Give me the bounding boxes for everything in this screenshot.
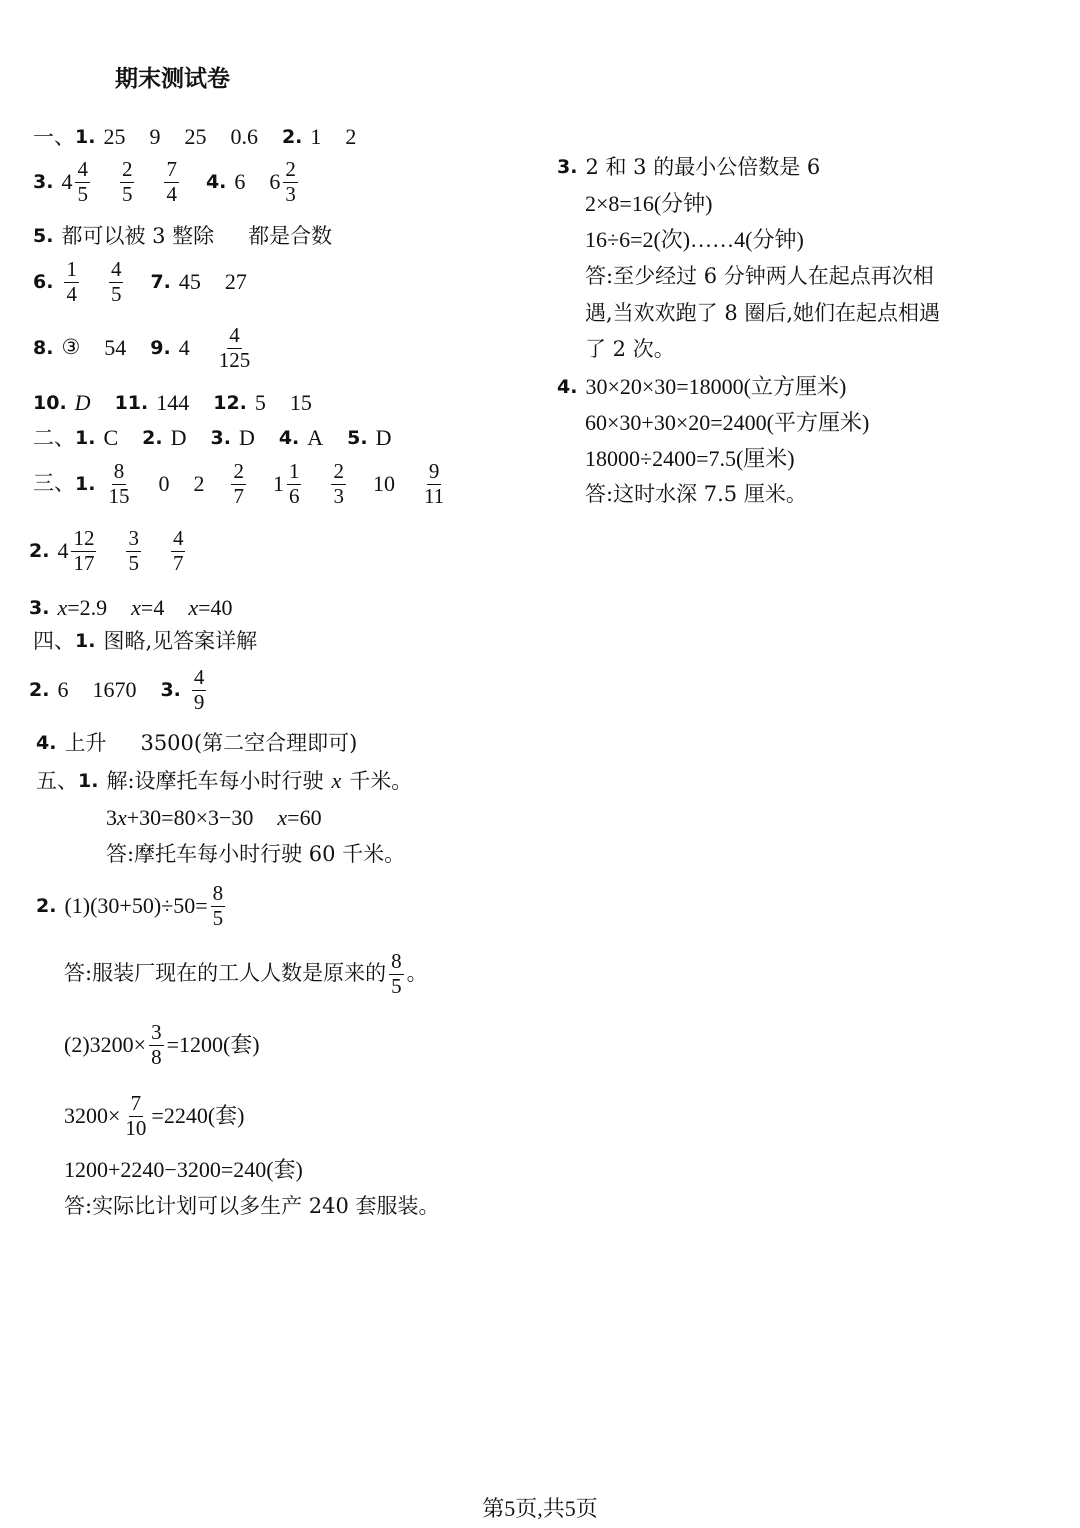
fraction: 4 9 bbox=[193, 665, 205, 714]
item-number: 12. bbox=[213, 391, 247, 414]
item-number: 5. bbox=[347, 426, 368, 449]
answer-text: 答:至少经过 6 分钟两人在起点再次相 bbox=[585, 264, 934, 288]
fraction: 12 17 bbox=[73, 526, 95, 575]
item-number: 2. bbox=[29, 539, 50, 562]
answer-value: 6 bbox=[57, 676, 69, 702]
equation-text: 30×20×30=18000(立方厘米) bbox=[585, 374, 847, 399]
answer-text: 。 bbox=[406, 961, 428, 986]
item-number: 4. bbox=[278, 426, 300, 449]
section-label: 一、 bbox=[33, 124, 75, 149]
fraction: 8 15 bbox=[108, 459, 130, 508]
answer-line-3-1 bbox=[33, 460, 449, 508]
fraction: 3 5 bbox=[128, 526, 139, 575]
variable: x bbox=[188, 595, 199, 620]
fraction: 9 11 bbox=[423, 459, 445, 508]
answer-value: 9 bbox=[149, 124, 161, 149]
equation-text: +30=80×3−30 bbox=[126, 805, 254, 830]
answer-line bbox=[585, 264, 934, 289]
answer-value: 4 bbox=[178, 334, 190, 360]
answer-line-1-10 bbox=[33, 390, 312, 416]
answer-text: 千米。 bbox=[349, 768, 413, 793]
answer-line-1-6 bbox=[33, 258, 247, 306]
variable: x bbox=[117, 805, 127, 830]
item-number: 3. bbox=[33, 170, 54, 193]
equation-line bbox=[64, 1157, 303, 1183]
item-number: 3. bbox=[29, 596, 50, 619]
equation-line bbox=[64, 1092, 244, 1140]
answer-value: 都是合数 bbox=[248, 224, 333, 248]
answer-value: C bbox=[103, 425, 119, 450]
answer-value: 5 bbox=[254, 390, 266, 415]
answer-value: 144 bbox=[156, 390, 190, 415]
equation-text: 3200× bbox=[64, 1102, 121, 1128]
item-number: 4. bbox=[557, 375, 578, 398]
item-number: 9. bbox=[150, 336, 171, 359]
answer-line-5-4 bbox=[557, 374, 846, 400]
answer-value: D bbox=[375, 425, 392, 450]
answer-text: 答:实际比计划可以多生产 240 套服装。 bbox=[64, 1194, 440, 1218]
answer-line-1-1 bbox=[33, 124, 356, 150]
fraction: 8 5 bbox=[391, 949, 402, 998]
answer-value: 0.6 bbox=[230, 124, 258, 149]
answer-line-1-3 bbox=[33, 158, 301, 206]
page-title: 期末测试卷 bbox=[115, 66, 230, 92]
section-label: 三、 bbox=[33, 471, 75, 496]
answer-value: D bbox=[238, 425, 255, 450]
answer-text: 了 2 次。 bbox=[585, 337, 675, 361]
fraction: 2 3 bbox=[285, 157, 296, 206]
equation-line bbox=[585, 446, 795, 472]
answer-value: 0 bbox=[158, 470, 170, 496]
answer-value: 1670 bbox=[92, 676, 137, 702]
answer-value: 25 bbox=[103, 124, 126, 149]
answer-value: 4 bbox=[61, 168, 73, 194]
section-label: 二、 bbox=[33, 425, 75, 450]
item-number: 2. bbox=[36, 894, 57, 917]
answer-value: 图略,见答案详解 bbox=[103, 629, 258, 653]
answer-text: 2 和 3 的最小公倍数是 6 bbox=[585, 155, 821, 179]
equation-text: =2240(套) bbox=[151, 1102, 245, 1128]
equation-line bbox=[64, 1021, 260, 1069]
item-number: 3. bbox=[557, 156, 578, 179]
answer-value: ③ bbox=[61, 335, 81, 360]
answer-value: 6 bbox=[269, 168, 281, 194]
item-number: 10. bbox=[33, 391, 67, 414]
answer-text: 遇,当欢欢跑了 8 圈后,她们在起点相遇 bbox=[585, 301, 941, 325]
answer-value: A bbox=[307, 425, 324, 450]
equation-line bbox=[585, 410, 869, 436]
answer-text: 答:这时水深 7.5 厘米。 bbox=[585, 482, 807, 506]
equation-line bbox=[585, 227, 804, 253]
answer-value: 54 bbox=[104, 334, 127, 360]
answer-value: 都可以被 3 整除 bbox=[61, 224, 215, 248]
answer-value: 3500(第二空合理即可) bbox=[140, 731, 358, 755]
answer-line bbox=[585, 301, 940, 326]
answer-value: D bbox=[170, 425, 187, 450]
equation-text: =60 bbox=[287, 805, 322, 830]
equation-text: 2×8=16(分钟) bbox=[585, 191, 713, 216]
fraction: 1 6 bbox=[288, 459, 300, 508]
fraction: $\frac{8}{5}$ bbox=[212, 881, 224, 930]
item-number: 2. bbox=[142, 426, 163, 449]
equation-text: 60×30+30×20=2400(平方厘米) bbox=[585, 410, 870, 435]
variable: x bbox=[57, 595, 68, 620]
answer-line-1-8 bbox=[33, 324, 255, 372]
answer-value: =4 bbox=[140, 595, 165, 620]
fraction: 2 3 bbox=[333, 459, 344, 508]
item-number: 8. bbox=[33, 336, 54, 359]
item-number: 4. bbox=[36, 732, 57, 755]
item-number: 2. bbox=[29, 678, 50, 701]
answer-line bbox=[64, 950, 428, 998]
equation-text: 3 bbox=[106, 805, 117, 830]
answer-value: =40 bbox=[198, 595, 233, 620]
section-label: 五、 bbox=[36, 768, 78, 793]
fraction: 4 7 bbox=[172, 526, 184, 575]
answer-value: 27 bbox=[224, 268, 247, 294]
answer-text: 答:服装厂现在的工人人数是原来的 bbox=[64, 961, 387, 986]
equation-line bbox=[585, 191, 712, 217]
fraction: 7 4 bbox=[166, 157, 177, 206]
fraction: 4 5 bbox=[77, 157, 88, 206]
answer-value: 25 bbox=[184, 124, 207, 149]
item-number: 1. bbox=[75, 426, 96, 449]
item-number: 7. bbox=[150, 270, 171, 293]
equation-text: 1200+2240−3200=240(套) bbox=[64, 1157, 303, 1182]
answer-value: 1 bbox=[310, 124, 322, 149]
item-number: 1. bbox=[75, 472, 96, 495]
answer-line bbox=[64, 1194, 440, 1219]
section-label: 四、 bbox=[33, 629, 75, 653]
fraction: 2 5 bbox=[121, 157, 133, 206]
page-footer: 第5页,共5页 bbox=[482, 1496, 598, 1521]
answer-value: 10 bbox=[372, 470, 395, 496]
item-number: 2. bbox=[281, 125, 303, 148]
item-number: 11. bbox=[114, 391, 149, 414]
equation-text: (1)(30+50)÷50= bbox=[64, 892, 208, 918]
fraction: $\frac{7}{10}$ bbox=[125, 1091, 147, 1140]
variable: x bbox=[277, 805, 288, 830]
equation-line bbox=[106, 805, 322, 831]
answer-value: 6 bbox=[234, 168, 246, 194]
answer-line-4-1 bbox=[33, 629, 257, 654]
item-number: 6. bbox=[33, 270, 54, 293]
answer-text: 答:摩托车每小时行驶 60 千米。 bbox=[106, 842, 406, 866]
equation-text: 18000÷2400=7.5(厘米) bbox=[585, 446, 795, 471]
item-number: 4. bbox=[205, 170, 227, 193]
item-number: 1. bbox=[75, 125, 96, 148]
variable: x bbox=[131, 595, 141, 620]
equation-text: =1200(套) bbox=[166, 1031, 260, 1057]
item-number: 1. bbox=[78, 769, 99, 792]
answer-line-4-2 bbox=[29, 666, 209, 714]
answer-line-3-3 bbox=[29, 595, 233, 621]
answer-line-3-2 bbox=[29, 527, 188, 575]
answer-value: 2 bbox=[345, 124, 357, 149]
answer-line bbox=[585, 482, 807, 507]
answer-line-2 bbox=[33, 425, 392, 451]
answer-value: =2.9 bbox=[67, 595, 108, 620]
answer-value: 上升 bbox=[64, 731, 107, 755]
answer-value: 15 bbox=[289, 390, 312, 415]
answer-text: 解:设摩托车每小时行驶 bbox=[106, 768, 324, 793]
fraction: 4 5 bbox=[110, 257, 122, 306]
fraction: $\frac{3}{8}$ bbox=[151, 1020, 162, 1069]
answer-line-5-3 bbox=[557, 155, 820, 180]
answer-value: 45 bbox=[178, 268, 201, 294]
item-number: 5. bbox=[33, 225, 54, 248]
answer-line-1-5 bbox=[33, 224, 332, 249]
answer-line-4-4 bbox=[36, 731, 357, 756]
answer-value: 2 bbox=[193, 470, 205, 496]
answer-line-5-1 bbox=[36, 768, 412, 794]
answer-value: 1 bbox=[272, 470, 284, 496]
fraction: 2 7 bbox=[233, 459, 244, 508]
answer-line-5-2 bbox=[36, 882, 228, 930]
item-number: 3. bbox=[160, 678, 181, 701]
answer-line bbox=[106, 842, 405, 867]
equation-text: (2)3200× bbox=[64, 1031, 147, 1057]
fraction: 1 4 bbox=[66, 257, 77, 306]
variable: x bbox=[331, 768, 342, 793]
answer-value: D bbox=[74, 390, 91, 415]
answer-line bbox=[585, 337, 675, 362]
item-number: 3. bbox=[210, 426, 231, 449]
fraction: 4 125 bbox=[218, 323, 251, 372]
answer-value: 4 bbox=[57, 537, 69, 563]
item-number: 1. bbox=[75, 630, 96, 653]
equation-text: 16÷6=2(次)……4(分钟) bbox=[585, 227, 804, 252]
